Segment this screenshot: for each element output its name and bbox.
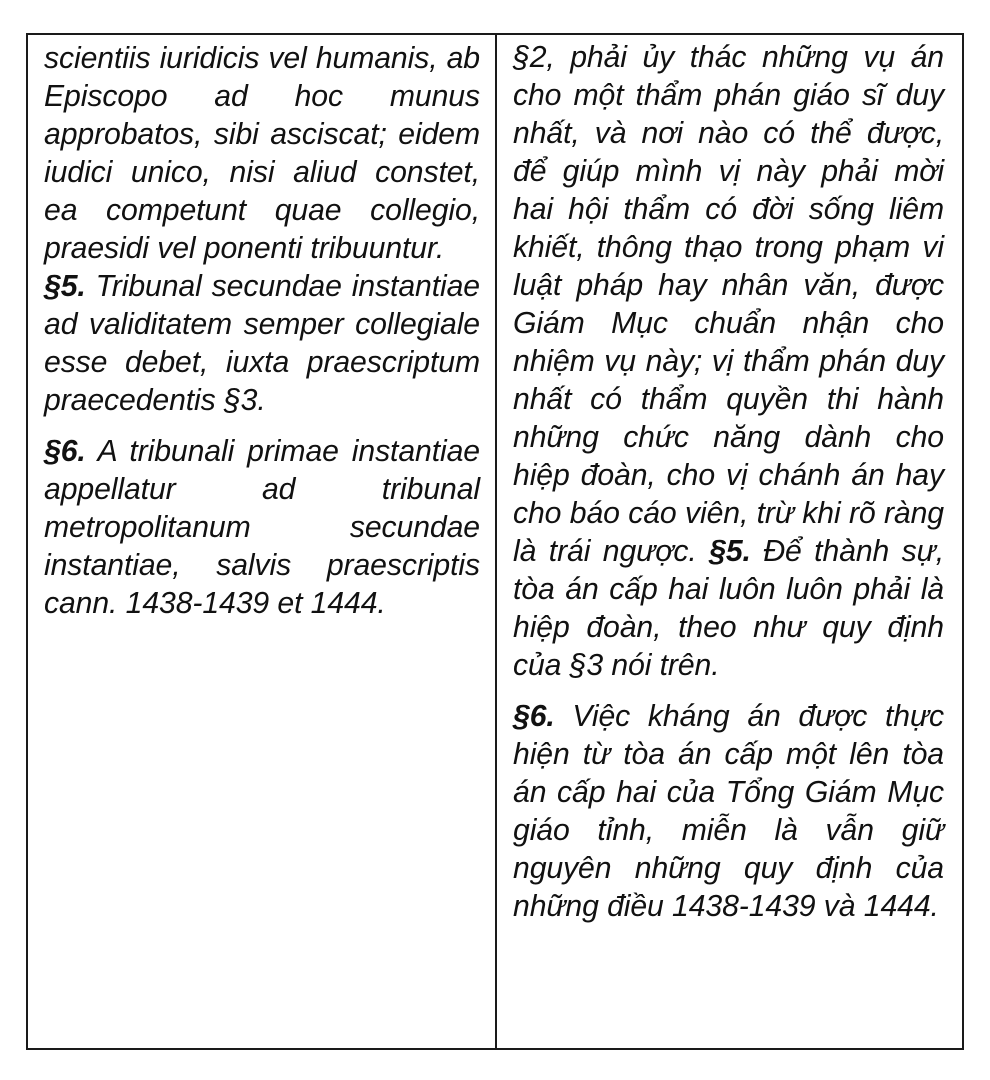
vietnamese-column [497, 35, 962, 1048]
latin-paragraph-6 [44, 433, 480, 623]
latin-section-6-text: A tribunali primae instantiae appellatur ad tribunal metropolitanum secundae instantiae, salvis praescriptis cann. 1438-1439 et 1444. [44, 435, 480, 620]
vietnamese-section-6-label: §6. [513, 700, 555, 733]
latin-section-5-text: Tribunal secundae instantiae ad validitatem semper collegiale esse debet, iuxta praescriptum praecedentis §3. [44, 270, 480, 417]
vietnamese-paragraph-6 [513, 698, 944, 926]
latin-section-6-label: §6. [44, 435, 86, 468]
latin-paragraph-5 [44, 268, 480, 420]
vietnamese-section-5-text: Để thành sự, tòa án cấp hai luôn luôn phải là hiệp đoàn, theo như quy định của §3 nói trên. [513, 535, 944, 682]
vietnamese-section-5-label: §5. [709, 535, 751, 568]
latin-continuation-text: scientiis iuridicis vel humanis, ab Episcopo ad hoc munus approbatos, sibi asciscat; eidem iudici unico, nisi aliud constet, ea competunt quae collegio, praesidi vel ponenti tribuuntur. [44, 42, 480, 265]
latin-section-5-label: §5. [44, 270, 86, 303]
latin-paragraph-continuation [44, 40, 480, 268]
vietnamese-continuation-text: §2, phải ủy thác những vụ án cho một thẩm phán giáo sĩ duy nhất, và nơi nào có thể được, để giúp mình vị này phải mời hai hội thẩm có đời sống liêm khiết, thông thạo trong phạm vi luật pháp hay nhân văn, được Giám Mục chuẩn nhận cho nhiệm vụ này; vị thẩm phán duy nhất có thẩm quyền thi hành những chức năng dành cho hiệp đoàn, cho vị chánh án hay cho báo cáo viên, trừ khi rõ ràng là trái ngược. [513, 41, 944, 568]
bilingual-table [26, 33, 964, 1050]
vietnamese-paragraph-continuation [513, 39, 944, 685]
latin-column [28, 35, 497, 1048]
vietnamese-section-6-text: Việc kháng án được thực hiện từ tòa án cấp một lên tòa án cấp hai của Tổng Giám Mục giáo tỉnh, miễn là vẫn giữ nguyên những quy định của những điều 1438-1439 và 1444. [513, 700, 944, 923]
